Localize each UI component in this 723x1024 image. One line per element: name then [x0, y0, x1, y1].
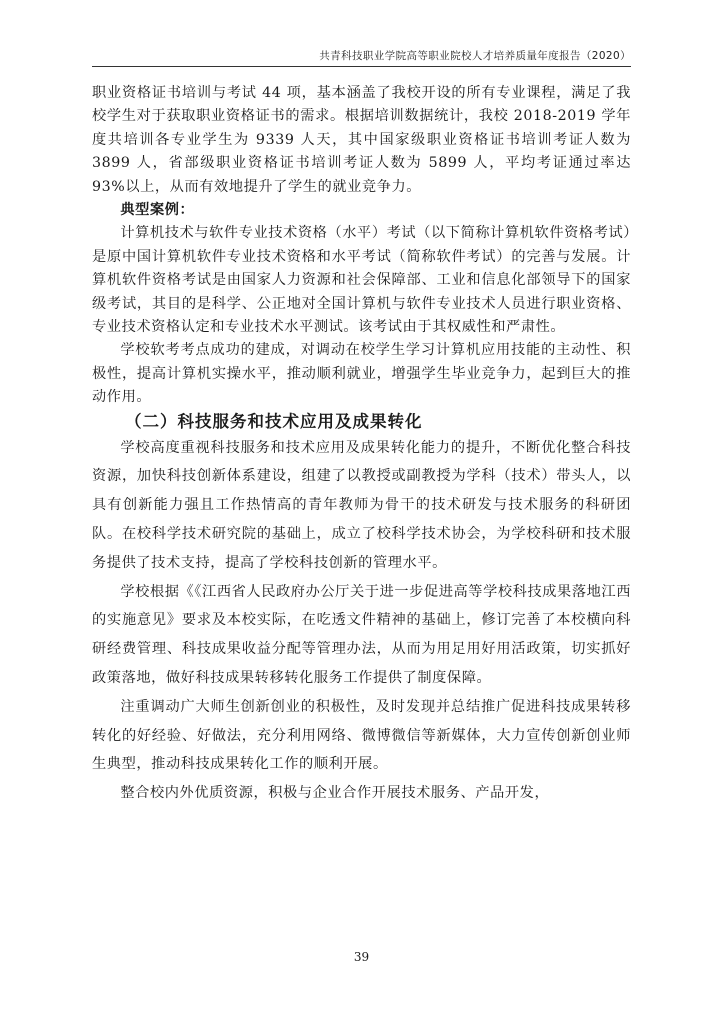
paragraph-exam-site: 学校软考考点成功的建成，对调动在校学生学习计算机应用技能的主动性、积极性，提高计算机实操水平，推动顺利就业，增强学生毕业竞争力，起到巨大的推动作用。	[92, 342, 631, 406]
typical-case-label: 典型案例：	[120, 202, 195, 219]
page-number: 39	[353, 950, 370, 964]
paragraph-innovation: 注重调动广大师生创新创业的积极性，及时发现并总结推广促进科技成果转移转化的好经验、好做法，充分利用网络、微博微信等新媒体，大力宣传创新创业师生典型，推动科技成果转化工作的顺利开展。	[92, 698, 631, 773]
section-heading: （二）科技服务和技术应用及成果转化	[125, 411, 423, 431]
paragraph-research-team: 学校高度重视科技服务和技术应用及成果转化能力的提升，不断优化整合科技资源，加快科技创新体系建设，组建了以教授或副教授为学科（技术）带头人，以具有创新能力强且工作热情高的青年教师为骨干的技术研发与技术服务的科研团队。在校科学技术研究院的基础上，成立了校科学技术协会，为学校科研和技术服务提供了技术支持，提高了学校科技创新的管理水平。	[92, 439, 631, 571]
paragraph-certification-summary: 职业资格证书培训与考试 44 项，基本涵盖了我校开设的所有专业课程，满足了我校学生对于获取职业资格证书的需求。根据培训数据统计，我校 2018-2019 学年度共培训各专业学生为 9339 人天，其中国家级职业资格证书培训考证人数为 3899 人，省部级职业资格证书培训考证人数为 5899 人，平均考证通过率达 93%以上，从而有效地提升了学生的就业竞争力。	[92, 85, 631, 195]
header-rule	[92, 66, 631, 67]
running-header: 共青科技职业学院高等职业院校人才培养质量年度报告（2020）	[319, 50, 631, 62]
paragraph-software-exam: 计算机技术与软件专业技术资格（水平）考试（以下简称计算机软件资格考试）是原中国计算机软件专业技术资格和水平考试（简称软件考试）的完善与发展。计算机软件资格考试是由国家人力资源和社会保障部、工业和信息化部领导下的国家级考试，其目的是科学、公正地对全国计算机与软件专业技术人员进行职业资格、专业技术资格认定和专业技术水平测试。该考试由于其权威性和严肃性。	[92, 225, 631, 336]
paragraph-resources: 整合校内外优质资源，积极与企业合作开展技术服务、产品开发，	[120, 785, 550, 802]
paragraph-policy: 学校根据《《江西省人民政府办公厅关于进一步促进高等学校科技成果落地江西的实施意见》要求及本校实际，在吃透文件精神的基础上，修订完善了本校横向科研经费管理、科技成果收益分配等管理办法，从而为用足用好用活政策，切实抓好政策落地，做好科技成果转移转化服务工作提供了制度保障。	[92, 583, 631, 687]
page-body	[92, 82, 631, 808]
